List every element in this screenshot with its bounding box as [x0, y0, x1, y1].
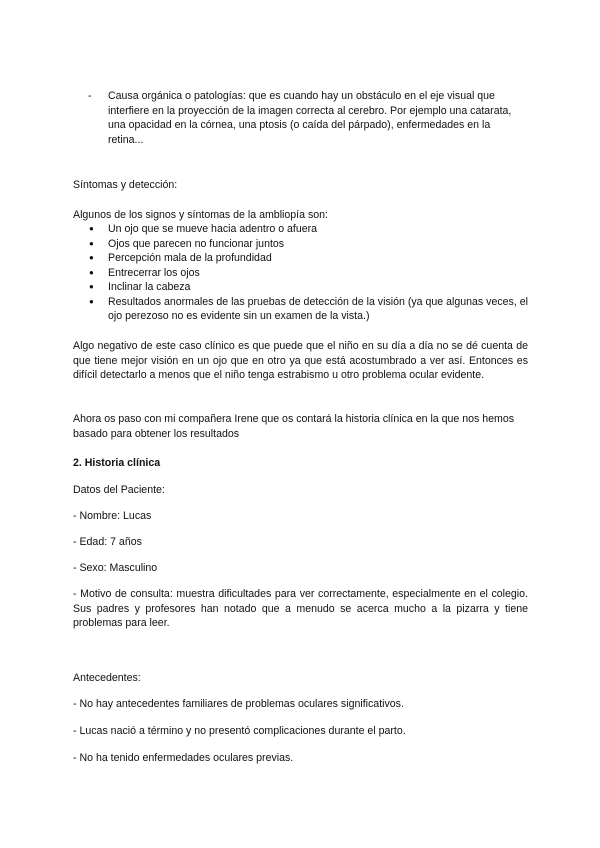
sintomas-list	[73, 222, 528, 324]
antecedente-item: - No ha tenido enfermedades oculares previas.	[73, 752, 294, 764]
causa-organica-text: Causa orgánica o patologías: que es cuando hay un obstáculo en el eje visual que interfiere en la proyección de la imagen correcta al cerebro. Por ejemplo una catarata, una opacidad en la córnea, una ptosis (o caída del párpado), enfermedades en la retina...	[108, 90, 512, 146]
sintomas-heading: Síntomas y detección:	[73, 179, 178, 191]
antecedentes-heading: Antecedentes:	[73, 672, 141, 684]
dash-marker: -	[88, 90, 92, 102]
sintomas-intro: Algunos de los signos y síntomas de la ambliopía son:	[73, 209, 328, 221]
datos-heading: Datos del Paciente:	[73, 484, 165, 496]
parrafo-negativo: Algo negativo de este caso clínico es que puede que el niño en su día a día no se dé cuenta de que tiene mejor visión en un ojo que en otro ya que está acostumbrado a ver así. Entonces es difícil detectarlo a menos que el niño tenga estrabismo u otro problema ocular evidente.	[73, 340, 528, 381]
historia-heading: 2. Historia clínica	[73, 457, 161, 469]
list-item: ● Ojos que parecen no funcionar juntos	[73, 237, 528, 252]
edad-field: - Edad: 7 años	[73, 536, 142, 548]
list-item: ● Inclinar la cabeza	[73, 280, 528, 295]
antecedente-item: - Lucas nació a término y no presentó complicaciones durante el parto.	[73, 725, 406, 737]
list-item: ● Entrecerrar los ojos	[73, 266, 528, 281]
parrafo-irene: Ahora os paso con mi compañera Irene que os contará la historia clínica en la que nos hemos basado para obtener los resultados	[73, 413, 515, 440]
motivo-field: - Motivo de consulta: muestra dificultades para ver correctamente, especialmente en el colegio. Sus padres y profesores han notado que a menudo se acerca mucho a la pizarra y tiene problemas para leer.	[73, 588, 528, 629]
antecedente-item: - No hay antecedentes familiares de problemas oculares significativos.	[73, 698, 404, 710]
nombre-field: - Nombre: Lucas	[73, 510, 152, 522]
sexo-field: - Sexo: Masculino	[73, 562, 158, 574]
list-item: ● Resultados anormales de las pruebas de detección de la visión (ya que algunas veces, el ojo perezoso no es evidente sin un examen de la vista.)	[73, 295, 528, 324]
list-item: ● Un ojo que se mueve hacia adentro o afuera	[73, 222, 528, 237]
list-item: ● Percepción mala de la profundidad	[73, 251, 528, 266]
